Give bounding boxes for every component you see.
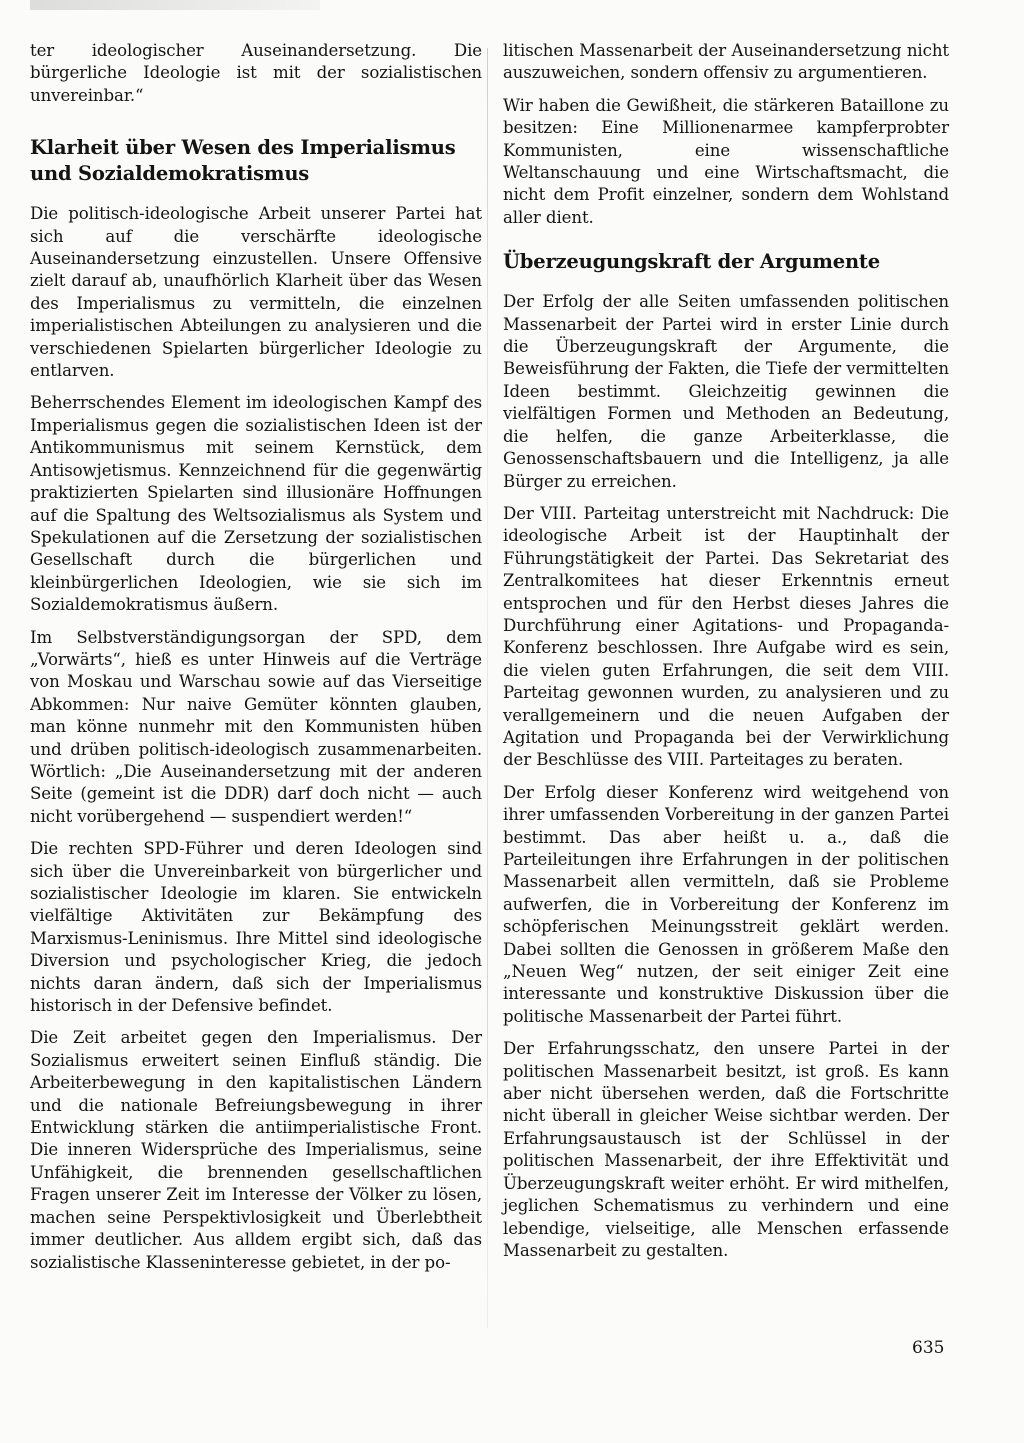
right-column	[503, 40, 949, 1272]
section-heading-imperialism: Klarheit über Wesen des Imperialismus und Sozialdemokratismus	[30, 136, 456, 186]
left-column	[30, 40, 482, 1284]
paragraph: Die rechten SPD-Führer und deren Ideologen sind sich über die Unvereinbarkeit von bürgerlicher und sozialistischer Ideologie im klaren. Sie entwickeln vielfältige Aktivitäten zur Bekämpfung des Marxismus-Leninismus. Ihre Mittel sind ideologische Diversion und psychologischer Krieg, die jedoch nichts daran ändern, daß sich der Imperialismus historisch in der Defensive befindet.	[30, 839, 482, 1016]
paragraph: Der Erfolg dieser Konferenz wird weitgehend von ihrer umfassenden Vorbereitung in der ganzen Partei bestimmt. Das aber heißt u. a., daß die Parteileitungen ihre Erfahrungen in der politischen Massenarbeit allen vermitteln, daß sie Probleme aufwerfen, die in Vorbereitung der Konferenz im schöpferischen Meinungsstreit geklärt werden. Dabei sollten die Genossen in größerem Maße den „Neuen Weg“ nutzen, der seit einiger Zeit eine interessante und konstruktive Diskussion über die politische Massenarbeit der Partei führt.	[503, 782, 949, 1026]
paragraph: Die Zeit arbeitet gegen den Imperialismus. Der Sozialismus erweitert seinen Einfluß ständig. Die Arbeiterbewegung in den kapitalistischen Ländern und die nationale Befreiungsbewegung in ihrer Entwicklung stärken die antiimperialistische Front. Die inneren Widersprüche des Imperialismus, seine Unfähigkeit, die brennenden gesellschaftlichen Fragen unserer Zeit im Interesse der Völker zu lösen, machen seine Perspektivlosigkeit und Überlebtheit immer deutlicher. Aus alldem ergibt sich, daß das sozialistische Klasseninteresse gebietet, in der po-	[30, 1028, 482, 1272]
column-gutter	[487, 48, 488, 1328]
paragraph: Wir haben die Gewißheit, die stärkeren Bataillone zu besitzen: Eine Millionenarmee kampferprobter Kommunisten, eine wissenschaftliche Weltanschauung und eine Wirtschaftsmacht, die nicht dem Profit einzelner, sondern dem Wohlstand aller dient.	[503, 95, 949, 227]
page-number: 635	[912, 1338, 945, 1358]
section-heading-arguments: Überzeugungskraft der Argumente	[503, 250, 880, 274]
paragraph: Der Erfolg der alle Seiten umfassenden politischen Massenarbeit der Partei wird in erster Linie durch die Überzeugungskraft der Argumente, die Beweisführung der Fakten, die Tiefe der vermittelten Ideen bestimmt. Gleichzeitig gewinnen die vielfältigen Formen und Methoden an Bedeutung, die helfen, die ganze Arbeiterklasse, die Genossenschaftsbauern und die Intelligenz, ja alle Bürger zu erreichen.	[503, 292, 949, 491]
paragraph: Der VIII. Parteitag unterstreicht mit Nachdruck: Die ideologische Arbeit ist der Hauptinhalt der Führungstätigkeit der Partei. Das Sekretariat des Zentralkomitees hat dieser Erkenntnis erneut entsprochen und für den Herbst dieses Jahres die Durchführung einer Agitations- und Propaganda-Konferenz beschlossen. Ihre Aufgabe wird es sein, die vielen guten Erfahrungen, die seit dem VIII. Parteitag gewonnen wurden, zu analysieren und zu verallgemeinern und die neuen Aufgaben der Agitation und Propaganda bei der Verwirklichung der Beschlüsse des VIII. Parteitages zu beraten.	[503, 503, 949, 770]
paragraph: Im Selbstverständigungsorgan der SPD, dem „Vorwärts“, hieß es unter Hinweis auf die Verträge von Moskau und Warschau sowie auf das Vierseitige Abkommen: Nur naive Gemüter könnten glauben, man könne nunmehr mit den Kommunisten hüben und drüben politisch-ideologisch zusammenarbeiten. Wörtlich: „Die Auseinandersetzung mit der anderen Seite (gemeint ist die DDR) darf doch nicht — auch nicht vorübergehend — suspendiert werden!“	[30, 627, 482, 826]
paragraph: litischen Massenarbeit der Auseinandersetzung nicht auszuweichen, sondern offensiv zu argumentieren.	[503, 41, 949, 83]
paragraph: ter ideologischer Auseinandersetzung. Die bürgerliche Ideologie ist mit der sozialistischen unvereinbar.“	[30, 41, 482, 105]
paragraph: Die politisch-ideologische Arbeit unserer Partei hat sich auf die verschärfte ideologische Auseinandersetzung einzustellen. Unsere Offensive zielt darauf ab, unaufhörlich Klarheit über das Wesen des Imperialismus zu vermitteln, die einzelnen imperialistischen Abteilungen zu analysieren und die verschiedenen Spielarten bürgerlicher Ideologie zu entlarven.	[30, 204, 482, 381]
paragraph: Der Erfahrungsschatz, den unsere Partei in der politischen Massenarbeit besitzt, ist groß. Es kann aber nicht übersehen werden, daß die Fortschritte nicht überall in gleicher Weise sichtbar werden. Der Erfahrungsaustausch ist der Schlüssel in der politischen Massenarbeit, der ihre Effektivität und Überzeugungskraft weiter erhöht. Er wird mithelfen, jeglichen Schematismus zu verhindern und eine lebendige, vielseitige, alle Menschen erfassende Massenarbeit zu gestalten.	[503, 1039, 949, 1260]
scan-artifact	[30, 0, 320, 10]
paragraph: Beherrschendes Element im ideologischen Kampf des Imperialismus gegen die sozialistischen Ideen ist der Antikommunismus mit seinem Kernstück, dem Antisowjetismus. Kennzeichnend für die gegenwärtig praktizierten Spielarten sind illusionäre Hoffnungen auf die Spaltung des Weltsozialismus als System und Spekulationen auf die Zersetzung der sozialistischen Gesellschaft durch die bürgerlichen und kleinbürgerlichen Ideologien, wie sie sich im Sozialdemokratismus äußern.	[30, 393, 482, 615]
